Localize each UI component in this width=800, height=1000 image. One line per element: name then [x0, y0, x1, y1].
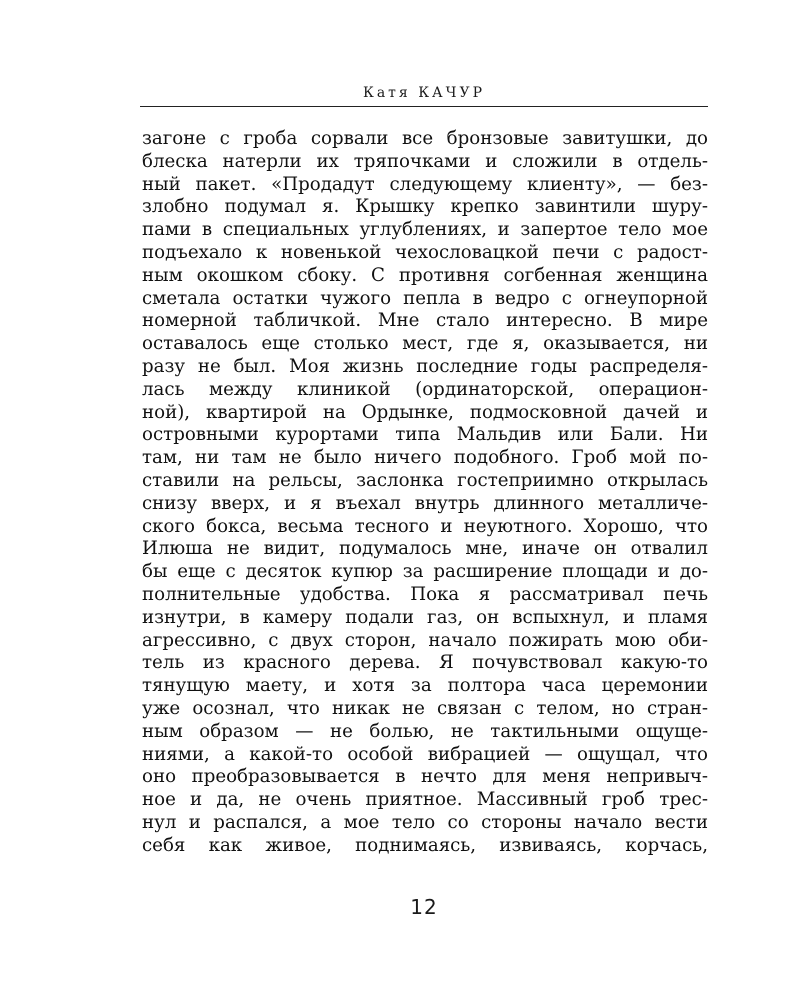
text-line: блеска натерли их тряпочками и сложили в отдель- [142, 150, 708, 172]
text-line: уже осознал, что никак не связан с телом, но стран- [142, 697, 708, 719]
text-line: загоне с гроба сорвали все бронзовые завитушки, до [142, 128, 708, 149]
text-line: ное и да, не очень приятное. Массивный гроб трес- [142, 789, 708, 811]
page-number: 12 [410, 895, 438, 919]
text-line: себя как живое, поднимаясь, извиваясь, корчась, [142, 834, 708, 856]
text-line: бы еще с десяток купюр за расширение площади и до- [142, 561, 708, 583]
text-line: оставалось еще столько мест, где я, оказывается, ни [142, 333, 708, 355]
running-head-author: Катя КАЧУР [362, 85, 485, 101]
text-line: там, ни там не было ничего подобного. Гроб мой по- [142, 447, 708, 469]
text-line: номерной табличкой. Мне стало интересно. В мире [142, 310, 708, 332]
header-rule [140, 106, 708, 107]
text-line: лась между клиникой (ординаторской, операцион- [142, 378, 708, 400]
body-text [142, 128, 708, 858]
text-line: подъехало к новенькой чехословацкой печи с радост- [142, 241, 708, 263]
text-line: тель из красного дерева. Я почувствовал какую-то [142, 652, 708, 674]
text-line: тянущую маету, и хотя за полтора часа церемонии [142, 675, 708, 697]
text-line: агрессивно, с двух сторон, начало пожирать мою оби- [142, 629, 708, 651]
text-line: разу не был. Моя жизнь последние годы распределя- [142, 355, 708, 377]
text-line: ным окошком сбоку. С противня согбенная женщина [142, 264, 708, 286]
text-line: ным образом — не болью, не тактильными ощуще- [142, 720, 708, 742]
text-line: ского бокса, весьма тесного и неуютного. Хорошо, что [142, 515, 708, 537]
text-line: островными курортами типа Мальдив или Бали. Ни [142, 424, 708, 446]
text-line: нул и распался, а мое тело со стороны начало вести [142, 811, 708, 833]
text-line: ной), квартирой на Ордынке, подмосковной дачей и [142, 401, 708, 423]
text-line: ставили на рельсы, заслонка гостеприимно открылась [142, 469, 708, 491]
text-line: Илюша не видит, подумалось мне, иначе он отвалил [142, 538, 708, 560]
text-line: снизу вверх, и я въехал внутрь длинного металличе- [142, 492, 708, 514]
text-line: злобно подумал я. Крышку крепко завинтили шуру- [142, 196, 708, 218]
text-line: сметала остатки чужого пепла в ведро с огнеупорной [142, 287, 708, 309]
text-line: изнутри, в камеру подали газ, он вспыхнул, и пламя [142, 606, 708, 628]
text-line: ный пакет. «Продадут следующему клиенту», — без- [142, 173, 708, 195]
text-line: полнительные удобства. Пока я рассматривал печь [142, 583, 708, 605]
text-line: пами в специальных углублениях, и запертое тело мое [142, 219, 708, 241]
text-line: ниями, а какой-то особой вибрацией — ощущал, что [142, 743, 708, 765]
text-line: оно преобразовывается в нечто для меня непривыч- [142, 766, 708, 788]
